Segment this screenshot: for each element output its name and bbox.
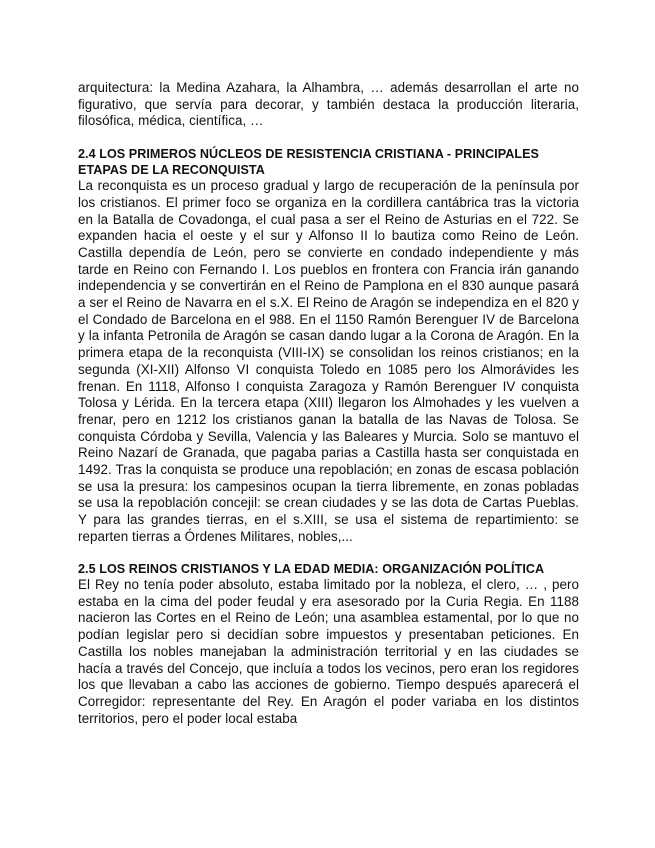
- intro-paragraph: arquitectura: la Medina Azahara, la Alhambra, … además desarrollan el arte no figurativo, que servía para decorar, y también destaca la producción literaria, filosófica, médica, científica, …: [78, 80, 579, 129]
- section-heading-2-4: 2.4 LOS PRIMEROS NÚCLEOS DE RESISTENCIA CRISTIANA - PRINCIPALES ETAPAS DE LA RECONQUISTA: [78, 147, 540, 177]
- paragraph-spacer: [78, 130, 579, 147]
- section-body-2-5: El Rey no tenía poder absoluto, estaba limitado por la nobleza, el clero, … , pero estaba en la cima del poder feudal y era asesorado por la Curia Regia. En 1188 nacieron las Cortes en el Reino de León; una asamblea estamental, por lo que no podían legislar pero si decidían sobre impuestos y presentaban peticiones. En Castilla los nobles manejaban la administración territorial y en las ciudades se hacía a través del Concejo, que incluía a todos los vecinos, pero eran los regidores los que llevaban a cabo las acciones de gobierno. Tiempo después aparecerá el Corregidor: representante del Rey. En Aragón el poder variaba en los distintos territorios, pero el poder local estaba: [78, 577, 579, 726]
- paragraph-spacer: [78, 546, 579, 562]
- section-heading-2-5: 2.5 LOS REINOS CRISTIANOS Y LA EDAD MEDIA: ORGANIZACIÓN POLÍTICA: [78, 561, 545, 576]
- section-body-2-4: La reconquista es un proceso gradual y largo de recuperación de la península por los cristianos. El primer foco se organiza en la cordillera cantábrica tras la victoria en la Batalla de Covadonga, el cual pasa a ser el Reino de Asturias en el 722. Se expanden hacia el oeste y el sur y Alfonso II lo bautiza como Reino de León. Castilla dependía de León, pero se convierte en condado independiente y más tarde en Reino con Fernando I. Los pueblos en frontera con Francia irán ganando independencia y se convertirán en el Reino de Pamplona en el 830 aunque pasará a ser el Reino de Navarra en el s.X. El Reino de Aragón se independiza en el 820 y el Condado de Barcelona en el 988. En el 1150 Ramón Berenguer IV de Barcelona y la infanta Petronila de Aragón se casan dando lugar a la Corona de Aragón. En la primera etapa de la reconquista (VIII-IX) se consolidan los reinos cristianos; en la segunda (XI-XII) Alfonso VI conquista Toledo en 1085 pero los Almorávides les frenan. En 1118, Alfonso I conquista Zaragoza y Ramón Berenguer IV conquista Tolosa y Lérida. En la tercera etapa (XIII) llegaron los Almohades y les vuelven a frenar, pero en 1212 los cristianos ganan la batalla de las Navas de Tolosa. Se conquista Córdoba y Sevilla, Valencia y las Baleares y Murcia. Solo se mantuvo el Reino Nazarí de Granada, que pagaba parias a Castilla hasta ser conquistada en 1492. Tras la conquista se produce una repoblación; en zonas de escasa población se usa la presura: los campesinos ocupan la tierra libremente, en zonas pobladas se usa la repoblación concejil: se crean ciudades y se las dota de Cartas Pueblas. Y para las grandes tierras, en el s.XIII, se usa el sistema de repartimiento: se reparten tierras a Órdenes Militares, nobles,...: [78, 178, 579, 544]
- document-page: [78, 80, 579, 727]
